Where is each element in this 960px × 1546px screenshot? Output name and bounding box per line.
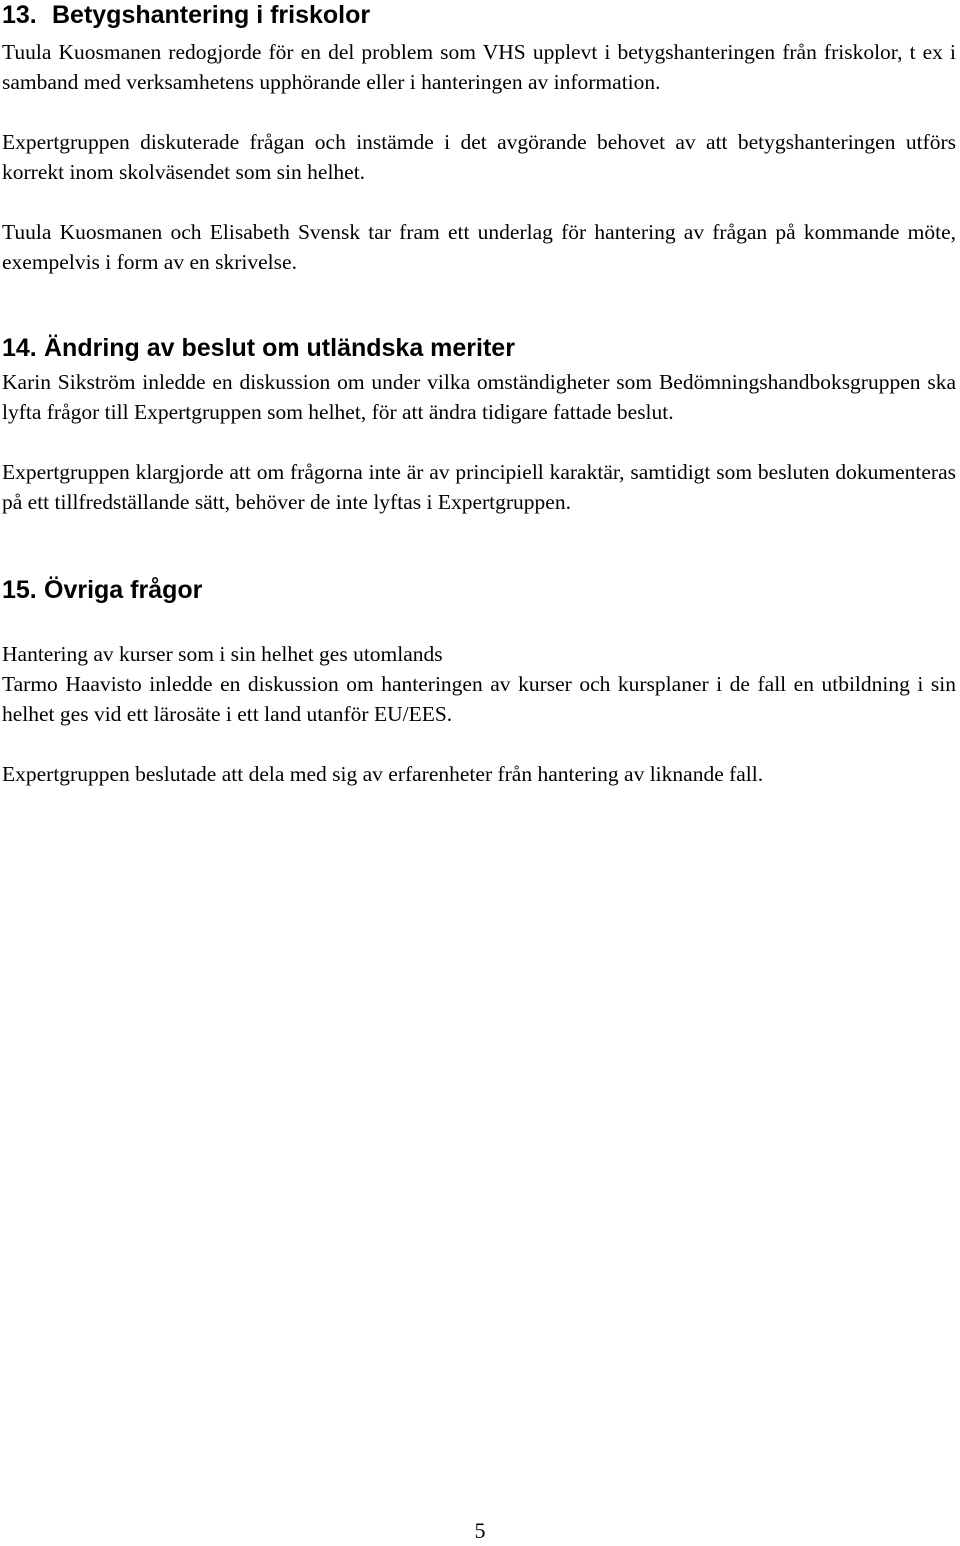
section-15-paragraph-2: Expertgruppen beslutade att dela med sig av erfarenheter från hantering av liknande fall. (2, 762, 764, 786)
section-13-heading (2, 0, 956, 30)
section-13-paragraph-3: Tuula Kuosmanen och Elisabeth Svensk tar fram ett underlag för hantering av frågan på kommande möte, exempelvis i form av en skrivelse. (2, 220, 956, 274)
section-15-subheading: Hantering av kurser som i sin helhet ges utomlands (2, 642, 443, 666)
section-14-heading (2, 333, 956, 363)
section-13-paragraph-2: Expertgruppen diskuterade frågan och instämde i det avgörande behovet av att betygshanteringen utförs korrekt inom skolväsendet som sin helhet. (2, 130, 956, 184)
section-14-number: 14. (2, 334, 37, 362)
section-15-title: Övriga frågor (44, 576, 203, 604)
document-page (2, 0, 956, 789)
section-14-paragraph-2: Expertgruppen klargjorde att om frågorna inte är av principiell karaktär, samtidigt som besluten dokumenteras på ett tillfredställande sätt, behöver de inte lyftas i Expertgruppen. (2, 460, 956, 514)
section-14-title: Ändring av beslut om utländska meriter (44, 334, 515, 362)
page-number: 5 (474, 1518, 486, 1543)
section-13-paragraph-1: Tuula Kuosmanen redogjorde för en del problem som VHS upplevt i betygshanteringen från friskolor, t ex i samband med verksamhetens upphörande eller i hanteringen av information. (2, 40, 956, 94)
section-14-paragraph-1: Karin Sikström inledde en diskussion om under vilka omständigheter som Bedömningshandboksgruppen ska lyfta frågor till Expertgruppen som helhet, för att ändra tidigare fattade beslut. (2, 370, 956, 424)
section-13-title: Betygshantering i friskolor (52, 1, 371, 29)
section-15-paragraph-1: Tarmo Haavisto inledde en diskussion om hanteringen av kurser och kursplaner i de fall en utbildning i sin helhet ges vid ett lärosäte i ett land utanför EU/EES. (2, 672, 956, 726)
section-13-number: 13. (2, 1, 37, 29)
section-15-number: 15. (2, 576, 37, 604)
section-15-heading (2, 575, 956, 605)
